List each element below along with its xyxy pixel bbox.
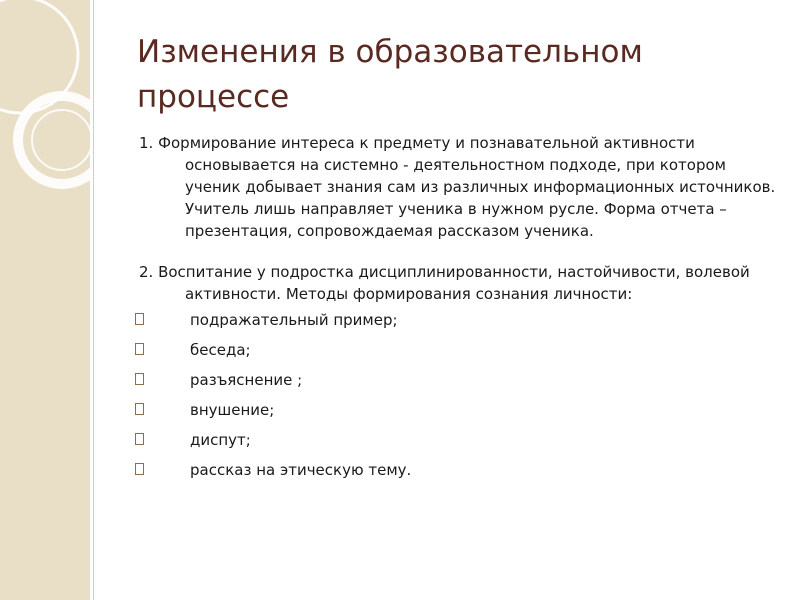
bullet-box-icon (135, 343, 144, 355)
list-item (139, 399, 779, 421)
decorative-sidebar (0, 0, 90, 600)
bullet-box-icon (135, 373, 144, 385)
list-item-text: беседа; (190, 341, 251, 359)
list-item-text: разъяснение ; (190, 371, 303, 389)
bullet-box-icon (135, 403, 144, 415)
slide-content (139, 132, 779, 489)
sidebar-divider (93, 0, 94, 600)
bullet-box-icon (135, 433, 144, 445)
list-item-text: подражательный пример; (190, 311, 398, 329)
paragraph-2: 2. Воспитание у подростка дисциплинированности, настойчивости, волевой активности. Методы формирования сознания личности: (139, 263, 750, 303)
list-item-text: рассказ на этическую тему. (190, 461, 412, 479)
paragraph-1: 1. Формирование интереса к предмету и познавательной активности основывается на системно - деятельностном подходе, при котором ученик добывает знания сам из различных информационных источников. Учитель лишь направляет ученика в нужном русле. Форма отчета – презентация, сопровождаемая рассказом ученика. (139, 134, 776, 240)
list-item (139, 369, 779, 391)
bullet-box-icon (135, 313, 144, 325)
list-item-text: внушение; (190, 401, 275, 419)
circle-decoration (0, 0, 90, 600)
list-item (139, 339, 779, 361)
list-item (139, 429, 779, 451)
list-item (139, 459, 779, 481)
list-item-text: диспут; (190, 431, 251, 449)
methods-list (139, 309, 779, 481)
slide-title: Изменения в образовательном процессе (137, 34, 643, 115)
list-item (139, 309, 779, 331)
bullet-box-icon (135, 463, 144, 475)
